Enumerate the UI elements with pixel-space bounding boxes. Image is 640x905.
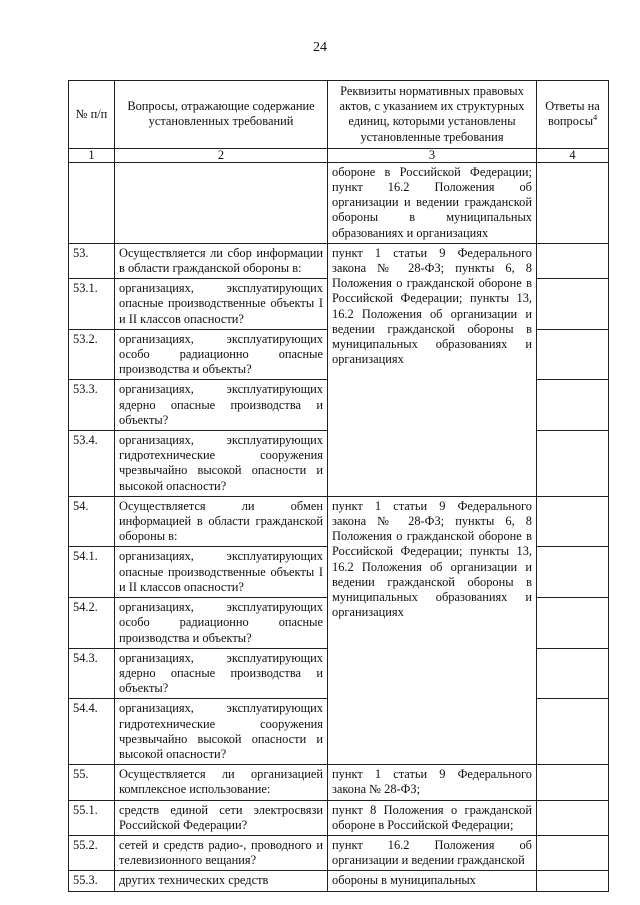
table-row	[69, 765, 609, 800]
header-number: № п/п	[69, 81, 115, 149]
cell-legal-ref: пункт 1 статьи 9 Федерального закона № 28-ФЗ;	[328, 765, 537, 800]
cell-number: 53.3.	[69, 380, 115, 431]
cell-legal-ref: обороне в Российской Федерации; пункт 16.2 Положения об организации и ведении гражданской обороны в муниципальных образованиях и организациях	[328, 162, 537, 243]
cell-answer[interactable]	[537, 380, 609, 431]
cell-question: Осуществляется ли организацией комплексное использование:	[115, 765, 328, 800]
cell-question	[115, 871, 328, 891]
cell-question: Осуществляется ли обмен информацией в области гражданской обороны в:	[115, 496, 328, 547]
table-row	[69, 243, 609, 278]
cell-legal-ref: пункт 16.2 Положения об организации и ведении гражданской	[328, 835, 537, 870]
cell-number: 54.3.	[69, 648, 115, 699]
table-row	[69, 800, 609, 835]
column-number-row	[69, 148, 609, 162]
cell-number	[69, 162, 115, 243]
cell-legal-ref: пункт 8 Положения о гражданской обороне в Российской Федерации;	[328, 800, 537, 835]
cell-number: 54.4.	[69, 699, 115, 765]
header-legal-acts: Реквизиты нормативных правовых актов, с указанием их структурных единиц, которыми установлены установленные требования	[328, 81, 537, 149]
cell-question: организациях, эксплуатирующих гидротехнические сооружения чрезвычайно высокой опасности и высокой опасности?	[115, 431, 328, 497]
cell-question	[115, 162, 328, 243]
table-row	[69, 835, 609, 870]
cell-number: 53.4.	[69, 431, 115, 497]
cell-question: Осуществляется ли сбор информации в области гражданской обороны в:	[115, 243, 328, 278]
cell-number: 53.	[69, 243, 115, 278]
column-number: 2	[115, 148, 328, 162]
cell-answer[interactable]	[537, 800, 609, 835]
cell-answer[interactable]	[537, 648, 609, 699]
cell-number: 54.	[69, 496, 115, 547]
cell-answer[interactable]	[537, 765, 609, 800]
cell-answer[interactable]	[537, 547, 609, 598]
cell-question: организациях, эксплуатирующих гидротехнические сооружения чрезвычайно высокой опасности и высокой опасности?	[115, 699, 328, 765]
cell-question: средств единой сети электросвязи Российской Федерации?	[115, 800, 328, 835]
header-answers	[537, 81, 609, 149]
cell-number: 53.1.	[69, 279, 115, 330]
cell-answer[interactable]	[537, 329, 609, 380]
cell-number: 54.2.	[69, 598, 115, 649]
column-number: 1	[69, 148, 115, 162]
cell-answer[interactable]	[537, 871, 609, 891]
legal-ref-text: обороны в муниципальных	[332, 873, 476, 888]
cell-question: организациях, эксплуатирующих ядерно опасные производства и объекты?	[115, 648, 328, 699]
question-text: других технических средств	[119, 873, 269, 888]
cell-answer[interactable]	[537, 279, 609, 330]
cell-question: организациях, эксплуатирующих опасные производственные объекты I и II классов опасности?	[115, 547, 328, 598]
cell-number: 55.1.	[69, 800, 115, 835]
table-row	[69, 496, 609, 547]
cell-number: 53.2.	[69, 329, 115, 380]
footnote-mark: 4	[593, 113, 598, 123]
table-row	[69, 871, 609, 891]
cell-question: организациях, эксплуатирующих особо радиационно опасные производства и объекты?	[115, 329, 328, 380]
cell-legal-ref: пункт 1 статьи 9 Федерального закона № 28-ФЗ; пункты 6, 8 Положения о гражданской обороне в Российской Федерации; пункты 13, 16.2 Положения об организации и ведении гражданской обороны в муниципальных образованиях и организациях	[328, 243, 537, 496]
cell-answer[interactable]	[537, 431, 609, 497]
cell-question: организациях, эксплуатирующих особо радиационно опасные производства и объекты?	[115, 598, 328, 649]
cell-question: организациях, эксплуатирующих опасные производственные объекты I и II классов опасности?	[115, 279, 328, 330]
cell-question: организациях, эксплуатирующих ядерно опасные производства и объекты?	[115, 380, 328, 431]
cell-number: 55.2.	[69, 835, 115, 870]
header-row	[69, 81, 609, 149]
cell-legal-ref: пункт 1 статьи 9 Федерального закона № 28-ФЗ; пункты 6, 8 Положения о гражданской обороне в Российской Федерации; пункты 13, 16.2 Положения об организации и ведении гражданской обороны в муниципальных образованиях и организациях	[328, 496, 537, 764]
cell-number: 54.1.	[69, 547, 115, 598]
cell-question: сетей и средств радио-, проводного и телевизионного вещания?	[115, 835, 328, 870]
cell-number: 55.	[69, 765, 115, 800]
cell-number: 55.3.	[69, 871, 115, 891]
header-answers-label: Ответы на вопросы	[545, 99, 600, 129]
cell-answer[interactable]	[537, 835, 609, 870]
requirements-table	[68, 80, 609, 892]
column-number: 3	[328, 148, 537, 162]
column-number: 4	[537, 148, 609, 162]
page-number: 24	[313, 40, 327, 55]
cell-legal-ref	[328, 871, 537, 891]
cell-answer[interactable]	[537, 162, 609, 243]
header-questions: Вопросы, отражающие содержание установленных требований	[115, 81, 328, 149]
cell-answer[interactable]	[537, 699, 609, 765]
table-row	[69, 162, 609, 243]
cell-answer[interactable]	[537, 243, 609, 278]
cell-answer[interactable]	[537, 598, 609, 649]
cell-answer[interactable]	[537, 496, 609, 547]
